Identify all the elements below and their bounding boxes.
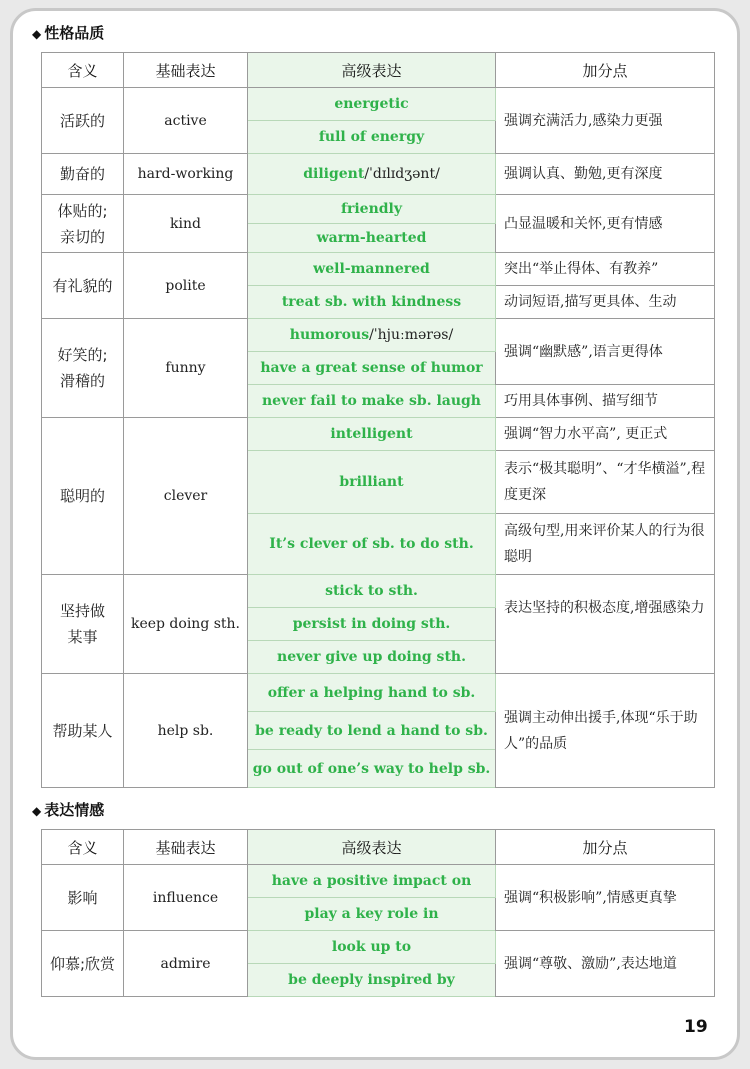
phonetic: /ˈhjuːmərəs/ <box>369 327 454 343</box>
basic-cell: influence <box>124 865 248 931</box>
advanced-cell: persist in doing sth. <box>248 608 496 641</box>
meaning-cell: 勤奋的 <box>42 154 124 195</box>
header-basic: 基础表达 <box>124 53 248 88</box>
table-header-row <box>42 830 715 865</box>
meaning-cell: 影响 <box>42 865 124 931</box>
table-row <box>42 674 715 712</box>
bonus-cell: 突出“举止得体、有教养” <box>496 253 715 286</box>
meaning-line: 坚持做 <box>59 602 105 620</box>
advanced-cell: have a positive impact on <box>248 865 496 898</box>
basic-cell: kind <box>124 195 248 253</box>
advanced-cell: stick to sth. <box>248 575 496 608</box>
basic-cell: help sb. <box>124 674 248 788</box>
meaning-line: 某事 <box>67 628 98 646</box>
advanced-cell: warm-hearted <box>248 224 496 253</box>
advanced-cell: energetic <box>248 88 496 121</box>
meaning-line: 好笑的; <box>57 346 108 364</box>
table-row <box>42 195 715 224</box>
diamond-icon: ◆ <box>32 804 42 818</box>
table-row <box>42 418 715 451</box>
bonus-cell: 强调“智力水平高”, 更正式 <box>496 418 715 451</box>
bonus-cell: 强调充满活力,感染力更强 <box>496 88 715 154</box>
bonus-cell: 强调“尊敬、激励”,表达地道 <box>496 931 715 997</box>
advanced-cell: never fail to make sb. laugh <box>248 385 496 418</box>
header-meaning: 含义 <box>42 53 124 88</box>
bonus-cell: 高级句型,用来评价某人的行为很聪明 <box>496 514 715 575</box>
advanced-cell: friendly <box>248 195 496 224</box>
advanced-cell: full of energy <box>248 121 496 154</box>
meaning-cell <box>42 195 124 253</box>
basic-cell: clever <box>124 418 248 575</box>
meaning-cell <box>42 575 124 674</box>
meaning-cell: 有礼貌的 <box>42 253 124 319</box>
header-bonus: 加分点 <box>496 830 715 865</box>
section-title-emotion: ◆ 表达情感 <box>32 801 105 819</box>
basic-cell: hard-working <box>124 154 248 195</box>
table-row <box>42 88 715 121</box>
meaning-cell: 帮助某人 <box>42 674 124 788</box>
phonetic: /ˈdɪlɪdʒənt/ <box>364 166 440 182</box>
advanced-cell: well-mannered <box>248 253 496 286</box>
advanced-cell: never give up doing sth. <box>248 641 496 674</box>
basic-cell: polite <box>124 253 248 319</box>
table-row <box>42 931 715 964</box>
emotion-table <box>41 829 715 997</box>
advanced-cell: It’s clever of sb. to do sth. <box>248 514 496 575</box>
meaning-cell: 活跃的 <box>42 88 124 154</box>
meaning-line: 滑稽的 <box>59 372 105 390</box>
bonus-cell: 表达坚持的积极态度,增强感染力 <box>496 575 715 674</box>
meaning-cell: 仰慕;欣赏 <box>42 931 124 997</box>
header-bonus: 加分点 <box>496 53 715 88</box>
advanced-cell: diligent/ˈdɪlɪdʒənt/ <box>248 154 496 195</box>
bonus-cell: 表示“极其聪明”、“才华横溢”,程度更深 <box>496 451 715 514</box>
table-row <box>42 319 715 352</box>
header-basic: 基础表达 <box>124 830 248 865</box>
meaning-cell <box>42 319 124 418</box>
table-row <box>42 865 715 898</box>
meaning-line: 体贴的; <box>57 201 108 220</box>
advanced-cell: play a key role in <box>248 898 496 931</box>
bonus-cell: 巧用具体事例、描写细节 <box>496 385 715 418</box>
page-number: 19 <box>684 1017 708 1037</box>
advanced-cell: be ready to lend a hand to sb. <box>248 712 496 750</box>
diamond-icon: ◆ <box>32 27 42 41</box>
advanced-cell: have a great sense of humor <box>248 352 496 385</box>
advanced-cell: brilliant <box>248 451 496 514</box>
table-header-row <box>42 53 715 88</box>
header-advanced: 高级表达 <box>248 830 496 865</box>
bonus-cell: 凸显温暖和关怀,更有情感 <box>496 195 715 253</box>
meaning-line: 亲切的 <box>59 227 105 246</box>
advanced-cell: intelligent <box>248 418 496 451</box>
advanced-cell: humorous/ˈhjuːmərəs/ <box>248 319 496 352</box>
advanced-cell: treat sb. with kindness <box>248 286 496 319</box>
basic-cell: keep doing sth. <box>124 575 248 674</box>
table-row <box>42 253 715 286</box>
bonus-cell: 动词短语,描写更具体、生动 <box>496 286 715 319</box>
advanced-cell: look up to <box>248 931 496 964</box>
basic-cell: funny <box>124 319 248 418</box>
bonus-cell: 强调主动伸出援手,体现“乐于助人”的品质 <box>496 674 715 788</box>
meaning-cell: 聪明的 <box>42 418 124 575</box>
basic-cell: admire <box>124 931 248 997</box>
table-row <box>42 154 715 195</box>
bonus-cell: 强调“幽默感”,语言更得体 <box>496 319 715 385</box>
advanced-cell: be deeply inspired by <box>248 964 496 997</box>
advanced-cell: offer a helping hand to sb. <box>248 674 496 712</box>
table-row <box>42 575 715 608</box>
advanced-cell: go out of one’s way to help sb. <box>248 750 496 788</box>
character-table <box>41 52 715 788</box>
section-title-character: ◆ 性格品质 <box>32 24 105 42</box>
header-meaning: 含义 <box>42 830 124 865</box>
basic-cell: active <box>124 88 248 154</box>
header-advanced: 高级表达 <box>248 53 496 88</box>
bonus-cell: 强调“积极影响”,情感更真挚 <box>496 865 715 931</box>
bonus-cell: 强调认真、勤勉,更有深度 <box>496 154 715 195</box>
